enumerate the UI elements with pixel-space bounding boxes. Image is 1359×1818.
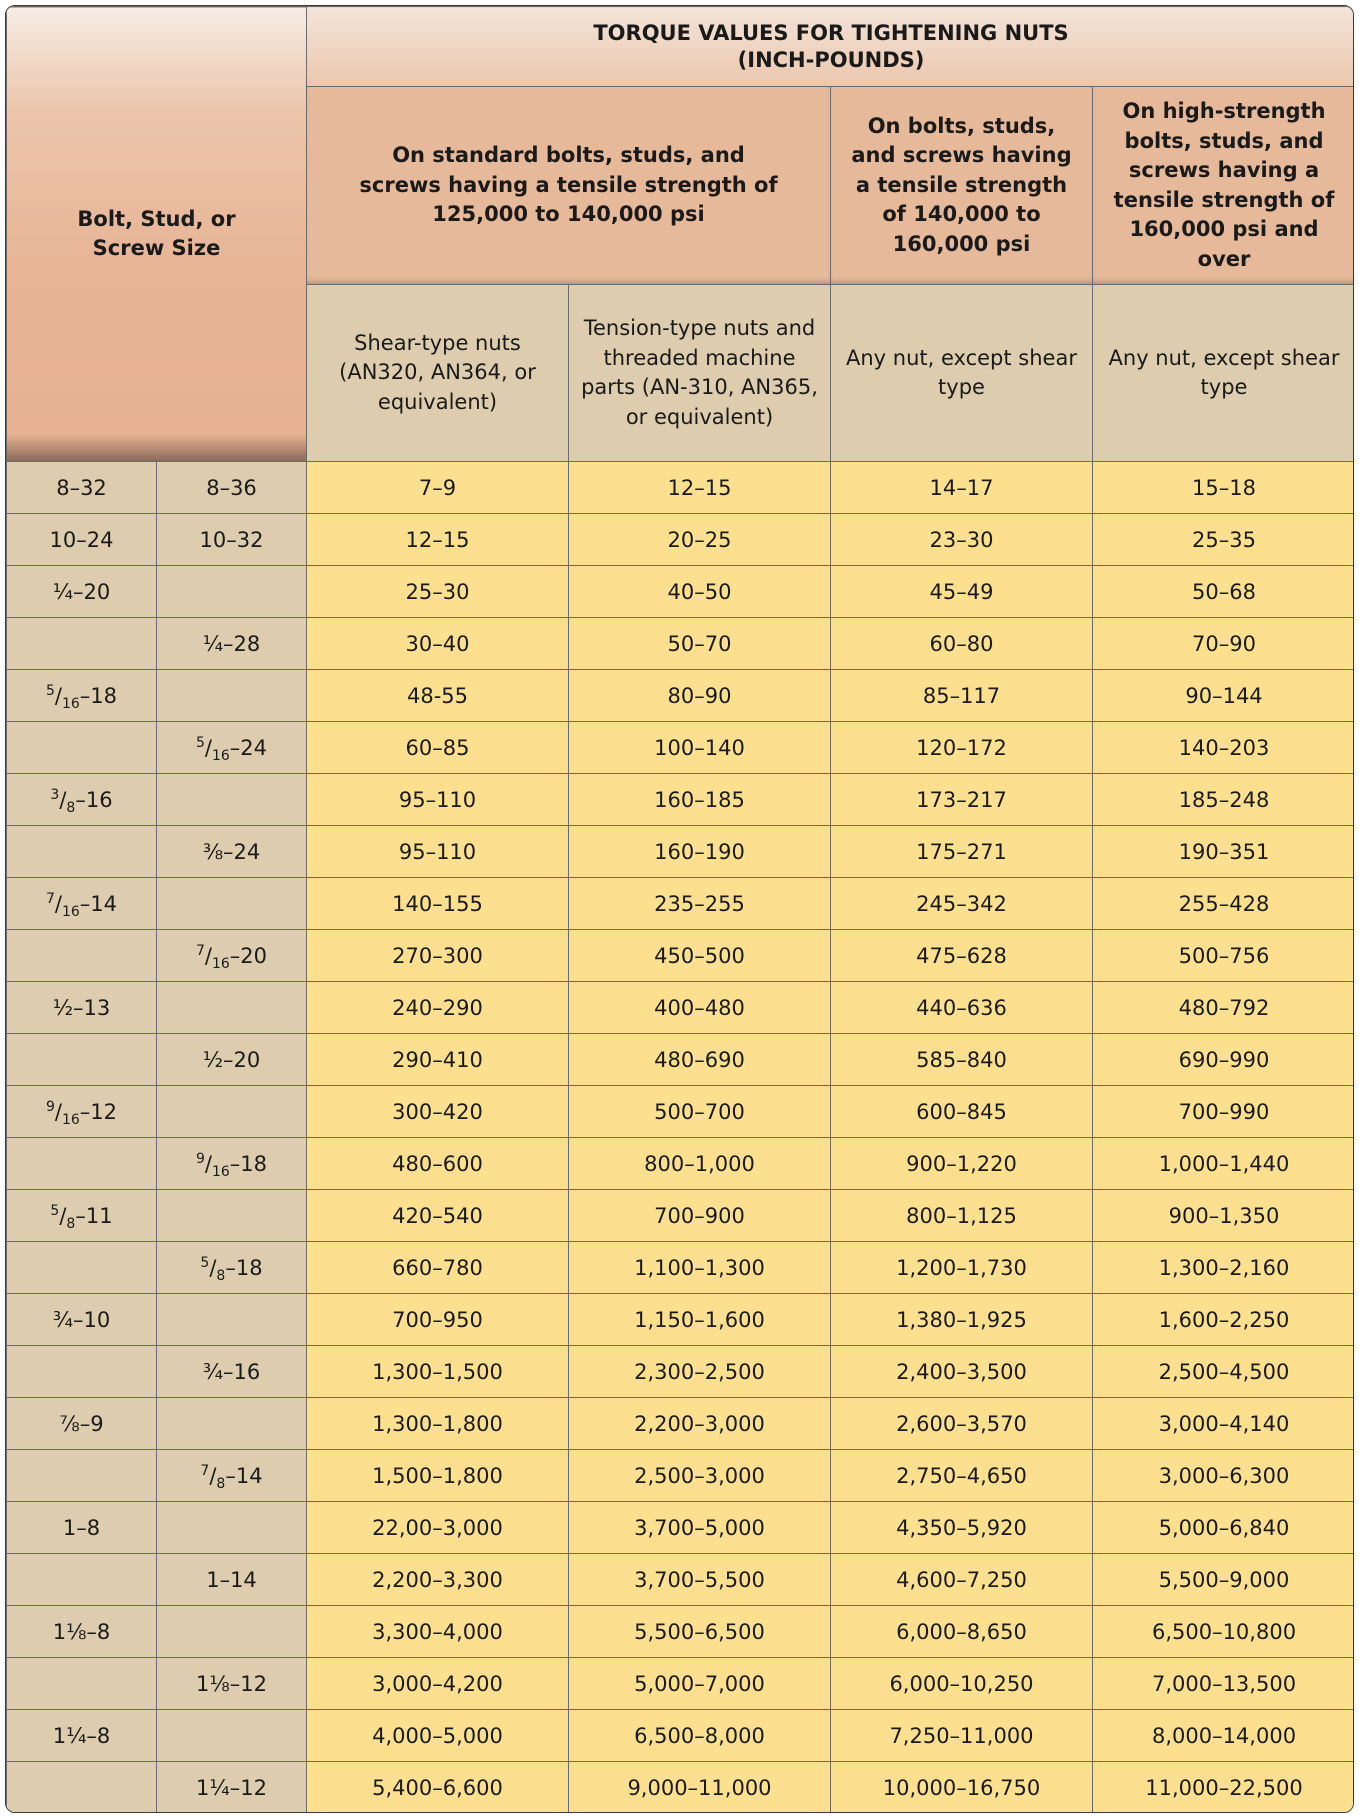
table-row [7,566,1355,618]
table-row [7,1710,1355,1762]
coarse-thread-size-cell: $^7/_{16}-14$ [7,878,157,930]
coarse-thread-size-cell: ¼–20 [7,566,157,618]
coarse-thread-size-cell: 1–8 [7,1502,157,1554]
fine-thread-size-cell: 1⅛–12 [157,1658,307,1710]
high-strength-torque-cell: 140–203 [1093,722,1355,774]
fine-thread-size-cell: ¼–28 [157,618,307,670]
coarse-thread-size-cell: $^3/_8-16$ [7,774,157,826]
tension-nut-torque-cell: 480–690 [569,1034,831,1086]
high-strength-torque-cell: 5,500–9,000 [1093,1554,1355,1606]
shear-nut-torque-cell: 5,400–6,600 [307,1762,569,1814]
mid-strength-torque-cell: 245–342 [831,878,1093,930]
shear-nut-torque-cell: 3,300–4,000 [307,1606,569,1658]
shear-nut-torque-cell: 30–40 [307,618,569,670]
coarse-thread-size-cell: $^5/_8-11$ [7,1190,157,1242]
fine-thread-size-cell [157,982,307,1034]
mid-strength-torque-cell: 14–17 [831,462,1093,514]
fine-thread-size-cell [157,1294,307,1346]
tension-nut-torque-cell: 5,000–7,000 [569,1658,831,1710]
table-row [7,982,1355,1034]
standard-strength-group-header [307,87,831,285]
shear-nut-torque-cell: 22,00–3,000 [307,1502,569,1554]
coarse-thread-size-cell [7,826,157,878]
tension-nut-torque-cell: 6,500–8,000 [569,1710,831,1762]
table-row [7,462,1355,514]
tension-nut-torque-cell: 1,150–1,600 [569,1294,831,1346]
torque-values-table [6,6,1354,1813]
tension-nut-torque-cell: 800–1,000 [569,1138,831,1190]
mid-strength-torque-cell: 1,200–1,730 [831,1242,1093,1294]
table-row [7,1554,1355,1606]
table-row [7,1346,1355,1398]
high-strength-torque-cell: 70–90 [1093,618,1355,670]
coarse-thread-size-cell: $^9/_{16}-12$ [7,1086,157,1138]
high-strength-torque-cell: 25–35 [1093,514,1355,566]
mid-strength-torque-cell: 6,000–8,650 [831,1606,1093,1658]
coarse-thread-size-cell [7,1658,157,1710]
high-strength-torque-cell: 50–68 [1093,566,1355,618]
shear-nut-torque-cell: 1,500–1,800 [307,1450,569,1502]
tension-nut-torque-cell: 2,300–2,500 [569,1346,831,1398]
coarse-thread-size-cell [7,1554,157,1606]
fine-thread-size-cell [157,1606,307,1658]
shear-nut-torque-cell: 3,000–4,200 [307,1658,569,1710]
fine-thread-size-cell [157,670,307,722]
mid-strength-torque-cell: 2,600–3,570 [831,1398,1093,1450]
table-title-line2: (INCH-POUNDS) [737,47,925,72]
table-row [7,1762,1355,1814]
fine-thread-size-cell [157,1710,307,1762]
mid-strength-torque-cell: 800–1,125 [831,1190,1093,1242]
mid-strength-torque-cell: 23–30 [831,514,1093,566]
high-any-nut-label: Any nut, except shear type [1108,345,1340,399]
high-strength-torque-cell: 1,300–2,160 [1093,1242,1355,1294]
shear-nut-torque-cell: 660–780 [307,1242,569,1294]
high-strength-torque-cell: 6,500–10,800 [1093,1606,1355,1658]
tension-nut-torque-cell: 9,000–11,000 [569,1762,831,1814]
coarse-thread-size-cell: 1¼–8 [7,1710,157,1762]
high-strength-torque-cell: 3,000–6,300 [1093,1450,1355,1502]
table-row [7,774,1355,826]
mid-any-nut-header [831,285,1093,462]
high-any-nut-header [1093,285,1355,462]
size-column-header [7,7,307,462]
mid-strength-torque-cell: 7,250–11,000 [831,1710,1093,1762]
shear-nut-torque-cell: 12–15 [307,514,569,566]
table-row [7,1034,1355,1086]
shear-nut-torque-cell: 290–410 [307,1034,569,1086]
tension-nut-torque-cell: 40–50 [569,566,831,618]
shear-nut-torque-cell: 240–290 [307,982,569,1034]
coarse-thread-size-cell: ¾–10 [7,1294,157,1346]
table-title [307,7,1355,87]
high-strength-torque-cell: 500–756 [1093,930,1355,982]
shear-nut-torque-cell: 480–600 [307,1138,569,1190]
high-strength-group-header [1093,87,1355,285]
mid-strength-group-header [831,87,1093,285]
shear-nut-torque-cell: 48-55 [307,670,569,722]
high-strength-torque-cell: 5,000–6,840 [1093,1502,1355,1554]
fine-thread-size-cell: $^5/_8-18$ [157,1242,307,1294]
tension-nut-torque-cell: 5,500–6,500 [569,1606,831,1658]
coarse-thread-size-cell [7,1450,157,1502]
high-strength-torque-cell: 255–428 [1093,878,1355,930]
shear-nut-torque-cell: 420–540 [307,1190,569,1242]
shear-nut-torque-cell: 2,200–3,300 [307,1554,569,1606]
table-title-line1: TORQUE VALUES FOR TIGHTENING NUTS [593,20,1069,45]
coarse-thread-size-cell: 8–32 [7,462,157,514]
tension-nut-torque-cell: 400–480 [569,982,831,1034]
coarse-thread-size-cell [7,618,157,670]
high-strength-torque-cell: 190–351 [1093,826,1355,878]
shear-nut-torque-cell: 60–85 [307,722,569,774]
fine-thread-size-cell: ⅜–24 [157,826,307,878]
fine-thread-size-cell [157,878,307,930]
tension-nuts-label: Tension-type nuts and threaded machine parts (AN-310, AN365, or equivalent) [581,316,818,429]
shear-nut-torque-cell: 95–110 [307,826,569,878]
fine-thread-size-cell: ¾–16 [157,1346,307,1398]
table-row [7,1242,1355,1294]
mid-strength-torque-cell: 4,600–7,250 [831,1554,1093,1606]
shear-nut-torque-cell: 7–9 [307,462,569,514]
high-strength-torque-cell: 690–990 [1093,1034,1355,1086]
tension-nuts-header [569,285,831,462]
mid-strength-torque-cell: 6,000–10,250 [831,1658,1093,1710]
size-column-label: Bolt, Stud, or Screw Size [77,207,236,260]
shear-nuts-header [307,285,569,462]
high-strength-torque-cell: 900–1,350 [1093,1190,1355,1242]
table-row [7,1658,1355,1710]
tension-nut-torque-cell: 2,200–3,000 [569,1398,831,1450]
high-strength-torque-cell: 15–18 [1093,462,1355,514]
tension-nut-torque-cell: 100–140 [569,722,831,774]
torque-table-frame [5,5,1354,1813]
coarse-thread-size-cell [7,930,157,982]
coarse-thread-size-cell [7,722,157,774]
high-strength-torque-cell: 90–144 [1093,670,1355,722]
shear-nuts-label: Shear-type nuts (AN320, AN364, or equivalent) [339,330,536,414]
tension-nut-torque-cell: 2,500–3,000 [569,1450,831,1502]
table-row [7,930,1355,982]
fine-thread-size-cell: ½–20 [157,1034,307,1086]
mid-strength-torque-cell: 2,400–3,500 [831,1346,1093,1398]
table-row [7,1138,1355,1190]
mid-strength-torque-cell: 475–628 [831,930,1093,982]
high-strength-torque-cell: 185–248 [1093,774,1355,826]
high-strength-torque-cell: 8,000–14,000 [1093,1710,1355,1762]
tension-nut-torque-cell: 3,700–5,000 [569,1502,831,1554]
tension-nut-torque-cell: 160–185 [569,774,831,826]
mid-strength-torque-cell: 173–217 [831,774,1093,826]
tension-nut-torque-cell: 20–25 [569,514,831,566]
fine-thread-size-cell: 8–36 [157,462,307,514]
tension-nut-torque-cell: 80–90 [569,670,831,722]
table-row [7,1190,1355,1242]
shear-nut-torque-cell: 140–155 [307,878,569,930]
high-strength-torque-cell: 480–792 [1093,982,1355,1034]
shear-nut-torque-cell: 25–30 [307,566,569,618]
coarse-thread-size-cell [7,1034,157,1086]
mid-strength-torque-cell: 10,000–16,750 [831,1762,1093,1814]
coarse-thread-size-cell: ½–13 [7,982,157,1034]
fine-thread-size-cell: $^9/_{16}-18$ [157,1138,307,1190]
table-row [7,1450,1355,1502]
mid-strength-torque-cell: 45–49 [831,566,1093,618]
high-strength-torque-cell: 1,000–1,440 [1093,1138,1355,1190]
coarse-thread-size-cell: 10–24 [7,514,157,566]
tension-nut-torque-cell: 12–15 [569,462,831,514]
standard-strength-label: On standard bolts, studs, and screws having a tensile strength of 125,000 to 140,000 psi [359,143,778,227]
fine-thread-size-cell: 1–14 [157,1554,307,1606]
fine-thread-size-cell [157,1398,307,1450]
table-row [7,618,1355,670]
high-strength-torque-cell: 3,000–4,140 [1093,1398,1355,1450]
coarse-thread-size-cell [7,1242,157,1294]
coarse-thread-size-cell [7,1138,157,1190]
mid-strength-torque-cell: 60–80 [831,618,1093,670]
table-row [7,826,1355,878]
mid-strength-torque-cell: 2,750–4,650 [831,1450,1093,1502]
mid-strength-torque-cell: 900–1,220 [831,1138,1093,1190]
fine-thread-size-cell: 10–32 [157,514,307,566]
table-row [7,1086,1355,1138]
fine-thread-size-cell: $^5/_{16}-24$ [157,722,307,774]
table-row [7,514,1355,566]
shear-nut-torque-cell: 1,300–1,800 [307,1398,569,1450]
mid-strength-torque-cell: 585–840 [831,1034,1093,1086]
high-strength-torque-cell: 11,000–22,500 [1093,1762,1355,1814]
tension-nut-torque-cell: 450–500 [569,930,831,982]
table-row [7,1502,1355,1554]
mid-any-nut-label: Any nut, except shear type [846,345,1077,399]
high-strength-label: On high-strength bolts, studs, and screws having a tensile strength of 160,000 psi and over [1113,99,1335,271]
table-row [7,670,1355,722]
fine-thread-size-cell [157,1502,307,1554]
mid-strength-torque-cell: 85–117 [831,670,1093,722]
coarse-thread-size-cell [7,1762,157,1814]
mid-strength-torque-cell: 1,380–1,925 [831,1294,1093,1346]
high-strength-torque-cell: 1,600–2,250 [1093,1294,1355,1346]
mid-strength-torque-cell: 175–271 [831,826,1093,878]
high-strength-torque-cell: 700–990 [1093,1086,1355,1138]
table-row [7,722,1355,774]
high-strength-torque-cell: 7,000–13,500 [1093,1658,1355,1710]
fine-thread-size-cell [157,1190,307,1242]
tension-nut-torque-cell: 700–900 [569,1190,831,1242]
tension-nut-torque-cell: 3,700–5,500 [569,1554,831,1606]
fine-thread-size-cell: 1¼–12 [157,1762,307,1814]
table-row [7,1606,1355,1658]
coarse-thread-size-cell: $^5/_{16}-18$ [7,670,157,722]
table-header [7,7,1355,462]
fine-thread-size-cell [157,566,307,618]
mid-strength-torque-cell: 120–172 [831,722,1093,774]
fine-thread-size-cell: $^7/_8-14$ [157,1450,307,1502]
table-row [7,878,1355,930]
table-row [7,1398,1355,1450]
high-strength-torque-cell: 2,500–4,500 [1093,1346,1355,1398]
coarse-thread-size-cell [7,1346,157,1398]
tension-nut-torque-cell: 500–700 [569,1086,831,1138]
tension-nut-torque-cell: 1,100–1,300 [569,1242,831,1294]
coarse-thread-size-cell: 1⅛–8 [7,1606,157,1658]
shear-nut-torque-cell: 4,000–5,000 [307,1710,569,1762]
shear-nut-torque-cell: 700–950 [307,1294,569,1346]
shear-nut-torque-cell: 1,300–1,500 [307,1346,569,1398]
table-body [7,462,1355,1814]
fine-thread-size-cell: $^7/_{16}-20$ [157,930,307,982]
mid-strength-torque-cell: 600–845 [831,1086,1093,1138]
tension-nut-torque-cell: 235–255 [569,878,831,930]
fine-thread-size-cell [157,1086,307,1138]
shear-nut-torque-cell: 300–420 [307,1086,569,1138]
tension-nut-torque-cell: 50–70 [569,618,831,670]
shear-nut-torque-cell: 270–300 [307,930,569,982]
coarse-thread-size-cell: ⅞–9 [7,1398,157,1450]
tension-nut-torque-cell: 160–190 [569,826,831,878]
fine-thread-size-cell [157,774,307,826]
shear-nut-torque-cell: 95–110 [307,774,569,826]
mid-strength-torque-cell: 4,350–5,920 [831,1502,1093,1554]
table-row [7,1294,1355,1346]
mid-strength-label: On bolts, studs, and screws having a tensile strength of 140,000 to 160,000 psi [851,113,1072,256]
mid-strength-torque-cell: 440–636 [831,982,1093,1034]
